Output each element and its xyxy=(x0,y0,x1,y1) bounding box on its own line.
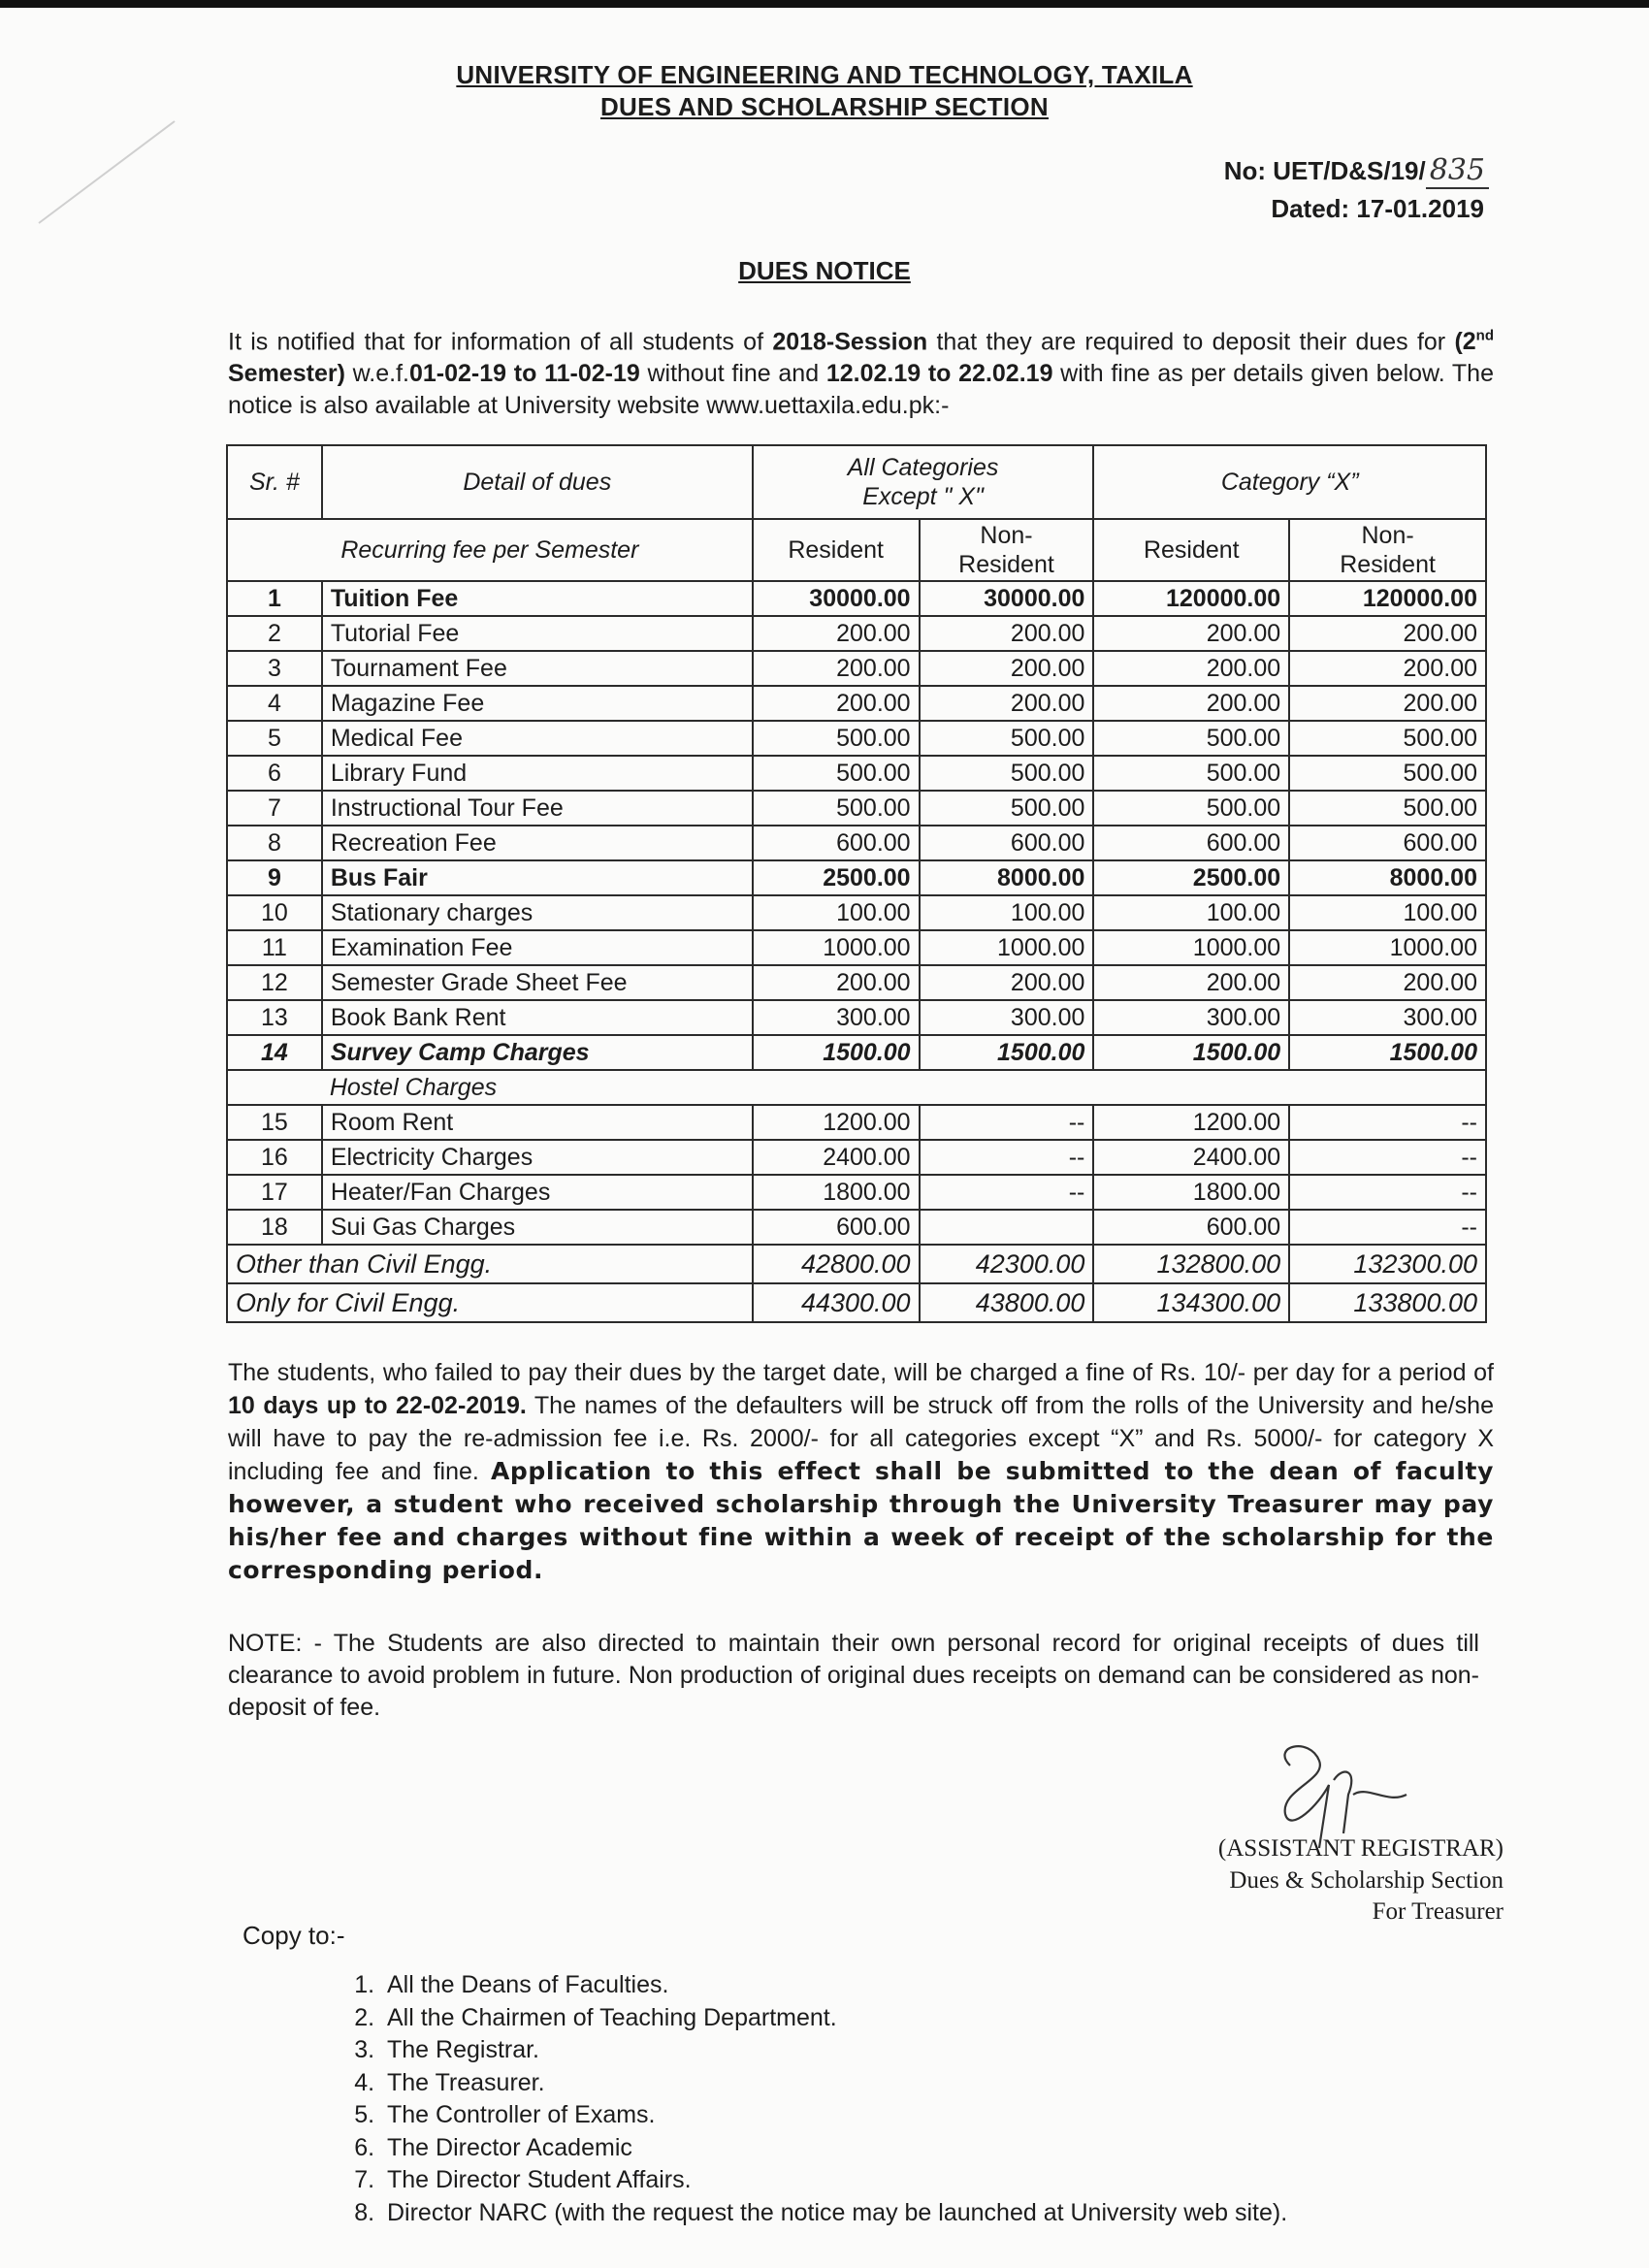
row-detail: Tuition Fee xyxy=(322,581,753,616)
signatory-section: Dues & Scholarship Section xyxy=(1229,1867,1504,1894)
row-amount-3: 600.00 xyxy=(1093,826,1289,860)
table-row xyxy=(227,860,1486,895)
row-sr: 10 xyxy=(227,895,322,930)
list-item: 5. The Controller of Exams. xyxy=(381,2099,1287,2132)
table-row xyxy=(227,965,1486,1000)
row-amount-4: 300.00 xyxy=(1289,1000,1486,1035)
row-amount-4: 132300.00 xyxy=(1289,1245,1486,1283)
row-amount-3: 1200.00 xyxy=(1093,1105,1289,1140)
header-sr: Sr. # xyxy=(227,445,322,519)
row-detail: Magazine Fee xyxy=(322,686,753,721)
row-amount-3: 120000.00 xyxy=(1093,581,1289,616)
table-row xyxy=(227,1035,1486,1070)
row-amount-2: 30000.00 xyxy=(920,581,1094,616)
row-amount-4: 1500.00 xyxy=(1289,1035,1486,1070)
row-amount-4: 100.00 xyxy=(1289,895,1486,930)
notice-title: DUES NOTICE xyxy=(738,256,911,285)
table-row xyxy=(227,616,1486,651)
row-amount-3: 2500.00 xyxy=(1093,860,1289,895)
row-amount-1: 30000.00 xyxy=(753,581,920,616)
fine-deadline: 10 days up to 22-02-2019. xyxy=(228,1392,527,1419)
row-detail: Tutorial Fee xyxy=(322,616,753,651)
row-sr: 4 xyxy=(227,686,322,721)
row-amount-4: -- xyxy=(1289,1175,1486,1210)
row-detail: Instructional Tour Fee xyxy=(322,791,753,826)
row-detail: Heater/Fan Charges xyxy=(322,1175,753,1210)
row-sr: 18 xyxy=(227,1210,322,1245)
list-item: 1. All the Deans of Faculties. xyxy=(381,1969,1287,2002)
row-amount-3: 500.00 xyxy=(1093,791,1289,826)
row-amount-3: 200.00 xyxy=(1093,686,1289,721)
row-amount-3: 132800.00 xyxy=(1093,1245,1289,1283)
row-amount-2: 200.00 xyxy=(920,965,1094,1000)
list-item: 2. All the Chairmen of Teaching Department. xyxy=(381,2002,1287,2035)
intro-date-with-fine: 12.02.19 to 22.02.19 xyxy=(825,360,1053,388)
row-amount-1: 1200.00 xyxy=(753,1105,920,1140)
intro-text-5: with fine as per details given below. The notice is also available at University website www.uettaxila.edu.pk:- xyxy=(228,360,1494,420)
row-sr: 9 xyxy=(227,860,322,895)
row-amount-1: 600.00 xyxy=(753,1210,920,1245)
row-amount-2: 200.00 xyxy=(920,651,1094,686)
signatory-for: For Treasurer xyxy=(1372,1898,1504,1925)
row-detail: Sui Gas Charges xyxy=(322,1210,753,1245)
table-row xyxy=(227,581,1486,616)
row-amount-2: 500.00 xyxy=(920,756,1094,791)
intro-date-without-fine: 01-02-19 to 11-02-19 xyxy=(408,360,640,388)
header-detail: Detail of dues xyxy=(322,445,753,519)
list-item: 6. The Director Academic xyxy=(381,2132,1287,2165)
row-amount-3: 1800.00 xyxy=(1093,1175,1289,1210)
page-fold-mark xyxy=(29,116,184,233)
row-sr: 11 xyxy=(227,930,322,965)
row-amount-2: 43800.00 xyxy=(920,1283,1094,1322)
row-amount-4: 133800.00 xyxy=(1289,1283,1486,1322)
row-amount-2: 300.00 xyxy=(920,1000,1094,1035)
row-amount-3: 600.00 xyxy=(1093,1210,1289,1245)
row-amount-3: 200.00 xyxy=(1093,965,1289,1000)
row-amount-3: 1000.00 xyxy=(1093,930,1289,965)
row-amount-4: 200.00 xyxy=(1289,651,1486,686)
row-amount-2: 500.00 xyxy=(920,791,1094,826)
dues-table xyxy=(226,444,1487,1323)
section-name: DUES AND SCHOLARSHIP SECTION xyxy=(599,92,1049,121)
header-category-x: Category “X” xyxy=(1093,445,1486,519)
table-row xyxy=(227,826,1486,860)
date-line: Dated: 17-01.2019 xyxy=(1271,194,1484,223)
row-amount-1: 1800.00 xyxy=(753,1175,920,1210)
row-amount-2: 200.00 xyxy=(920,616,1094,651)
reference-prefix: No: UET/D&S/19/ xyxy=(1223,156,1426,185)
row-amount-2: 100.00 xyxy=(920,895,1094,930)
table-row xyxy=(227,1175,1486,1210)
total-label: Only for Civil Engg. xyxy=(227,1283,753,1322)
row-amount-4: 120000.00 xyxy=(1289,581,1486,616)
row-sr: 16 xyxy=(227,1140,322,1175)
row-amount-3: 1500.00 xyxy=(1093,1035,1289,1070)
note-paragraph: NOTE: - The Students are also directed to maintain their own personal record for original receipts of dues till clearance to avoid problem in future. Non production of original dues receipts on demand can be considered as non-deposit of fee. xyxy=(228,1630,1479,1721)
table-row xyxy=(227,756,1486,791)
row-amount-2: -- xyxy=(920,1105,1094,1140)
row-sr: 7 xyxy=(227,791,322,826)
row-amount-4: 600.00 xyxy=(1289,826,1486,860)
recurring-label: Recurring fee per Semester xyxy=(227,519,753,581)
total-row xyxy=(227,1283,1486,1322)
row-sr: 14 xyxy=(227,1035,322,1070)
row-detail: Book Bank Rent xyxy=(322,1000,753,1035)
row-amount-3: 200.00 xyxy=(1093,651,1289,686)
row-amount-4: 8000.00 xyxy=(1289,860,1486,895)
row-sr: 12 xyxy=(227,965,322,1000)
row-amount-1: 200.00 xyxy=(753,651,920,686)
university-name: UNIVERSITY OF ENGINEERING AND TECHNOLOGY, TAXILA xyxy=(456,60,1193,89)
fine-paragraph xyxy=(228,1356,1494,1587)
row-amount-2 xyxy=(920,1210,1094,1245)
row-amount-1: 44300.00 xyxy=(753,1283,920,1322)
table-row xyxy=(227,930,1486,965)
row-amount-1: 42800.00 xyxy=(753,1245,920,1283)
row-amount-4: 200.00 xyxy=(1289,686,1486,721)
row-detail: Tournament Fee xyxy=(322,651,753,686)
row-detail: Recreation Fee xyxy=(322,826,753,860)
row-amount-1: 200.00 xyxy=(753,965,920,1000)
row-sr: 1 xyxy=(227,581,322,616)
row-amount-1: 1000.00 xyxy=(753,930,920,965)
row-amount-4: 500.00 xyxy=(1289,791,1486,826)
row-amount-1: 100.00 xyxy=(753,895,920,930)
list-item: 3. The Registrar. xyxy=(381,2034,1287,2067)
handwritten-number: 835 xyxy=(1426,153,1489,189)
subheader-resident-1: Resident xyxy=(753,519,920,581)
intro-text-1: It is notified that for information of all students of xyxy=(228,328,773,356)
row-detail: Stationary charges xyxy=(322,895,753,930)
row-amount-3: 200.00 xyxy=(1093,616,1289,651)
row-sr: 5 xyxy=(227,721,322,756)
row-amount-2: -- xyxy=(920,1140,1094,1175)
intro-text-3: w.e.f. xyxy=(344,360,409,388)
fine-text-2: The names of the defaulters will be struck off from the rolls of the University and he/she will have to pay the re-admission fee i.e. Rs. 2000/- for all categories except “X” and Rs. 5000/- for category X including fee and fine. xyxy=(228,1392,1494,1485)
row-detail: Electricity Charges xyxy=(322,1140,753,1175)
intro-text-2: that they are required to deposit their dues for xyxy=(927,328,1455,356)
row-amount-4: 500.00 xyxy=(1289,756,1486,791)
fine-scholarship-clause: Application to this effect shall be submitted to the dean of faculty however, a student who received scholarship through the University Treasurer may pay his/her fee and charges without fine within a week of receipt of the scholarship for the corresponding period. xyxy=(228,1457,1494,1584)
row-amount-2: 42300.00 xyxy=(920,1245,1094,1283)
copy-to-list xyxy=(335,1969,1287,2229)
total-label: Other than Civil Engg. xyxy=(227,1245,753,1283)
row-amount-1: 200.00 xyxy=(753,686,920,721)
signatory-title: (ASSISTANT REGISTRAR) xyxy=(1217,1835,1504,1862)
row-sr: 8 xyxy=(227,826,322,860)
row-amount-2: 8000.00 xyxy=(920,860,1094,895)
row-detail: Bus Fair xyxy=(322,860,753,895)
row-sr: 6 xyxy=(227,756,322,791)
row-amount-1: 500.00 xyxy=(753,791,920,826)
list-item: 7. The Director Student Affairs. xyxy=(381,2164,1287,2197)
row-amount-4: 1000.00 xyxy=(1289,930,1486,965)
subheader-nonresident-2: Non- Resident xyxy=(1289,519,1486,581)
row-amount-3: 500.00 xyxy=(1093,721,1289,756)
row-detail: Library Fund xyxy=(322,756,753,791)
row-amount-2: 200.00 xyxy=(920,686,1094,721)
row-detail: Room Rent xyxy=(322,1105,753,1140)
table-row xyxy=(227,1105,1486,1140)
row-amount-4: -- xyxy=(1289,1210,1486,1245)
scan-top-edge xyxy=(0,0,1649,8)
subheader-nonresident-1: Non- Resident xyxy=(920,519,1094,581)
table-row xyxy=(227,651,1486,686)
copy-to-label: Copy to:- xyxy=(242,1921,345,1950)
table-row xyxy=(227,1210,1486,1245)
row-amount-3: 134300.00 xyxy=(1093,1283,1289,1322)
list-item: 4. The Treasurer. xyxy=(381,2067,1287,2100)
row-amount-3: 100.00 xyxy=(1093,895,1289,930)
table-row xyxy=(227,686,1486,721)
fine-text-1: The students, who failed to pay their dues by the target date, will be charged a fine of Rs. 10/- per day for a period of xyxy=(228,1359,1494,1386)
row-amount-1: 2400.00 xyxy=(753,1140,920,1175)
row-amount-4: 200.00 xyxy=(1289,616,1486,651)
header-all-categories: All Categories Except " X" xyxy=(753,445,1094,519)
row-amount-1: 500.00 xyxy=(753,756,920,791)
row-amount-3: 500.00 xyxy=(1093,756,1289,791)
recurring-rows xyxy=(227,581,1486,1070)
hostel-rows xyxy=(227,1105,1486,1245)
row-amount-4: 500.00 xyxy=(1289,721,1486,756)
row-amount-3: 2400.00 xyxy=(1093,1140,1289,1175)
row-detail: Medical Fee xyxy=(322,721,753,756)
row-amount-4: 200.00 xyxy=(1289,965,1486,1000)
row-amount-2: -- xyxy=(920,1175,1094,1210)
row-amount-1: 500.00 xyxy=(753,721,920,756)
table-header-row xyxy=(227,445,1486,519)
row-amount-1: 600.00 xyxy=(753,826,920,860)
row-amount-1: 200.00 xyxy=(753,616,920,651)
intro-semester: (2nd Semester) xyxy=(228,328,1494,388)
hostel-label: Hostel Charges xyxy=(322,1070,1486,1105)
table-row xyxy=(227,791,1486,826)
list-item: 8. Director NARC (with the request the notice may be launched at University web site). xyxy=(381,2197,1287,2230)
row-detail: Survey Camp Charges xyxy=(322,1035,753,1070)
subheader-resident-2: Resident xyxy=(1093,519,1289,581)
intro-paragraph xyxy=(228,320,1494,422)
intro-text-4: without fine and xyxy=(639,360,826,388)
row-sr: 3 xyxy=(227,651,322,686)
total-rows xyxy=(227,1245,1486,1322)
row-amount-2: 600.00 xyxy=(920,826,1094,860)
row-sr: 17 xyxy=(227,1175,322,1210)
row-amount-2: 1000.00 xyxy=(920,930,1094,965)
table-row xyxy=(227,1000,1486,1035)
row-amount-1: 2500.00 xyxy=(753,860,920,895)
reference-number xyxy=(1224,153,1489,187)
row-amount-4: -- xyxy=(1289,1140,1486,1175)
row-detail: Semester Grade Sheet Fee xyxy=(322,965,753,1000)
hostel-section-row xyxy=(227,1070,1486,1105)
row-detail: Examination Fee xyxy=(322,930,753,965)
table-row xyxy=(227,1140,1486,1175)
row-sr: 15 xyxy=(227,1105,322,1140)
row-amount-4: -- xyxy=(1289,1105,1486,1140)
intro-session: 2018-Session xyxy=(772,328,928,356)
row-amount-2: 1500.00 xyxy=(920,1035,1094,1070)
row-amount-2: 500.00 xyxy=(920,721,1094,756)
total-row xyxy=(227,1245,1486,1283)
row-amount-1: 300.00 xyxy=(753,1000,920,1035)
table-row xyxy=(227,895,1486,930)
row-sr: 2 xyxy=(227,616,322,651)
row-amount-3: 300.00 xyxy=(1093,1000,1289,1035)
row-amount-1: 1500.00 xyxy=(753,1035,920,1070)
table-subheader-row xyxy=(227,519,1486,581)
row-sr: 13 xyxy=(227,1000,322,1035)
table-row xyxy=(227,721,1486,756)
